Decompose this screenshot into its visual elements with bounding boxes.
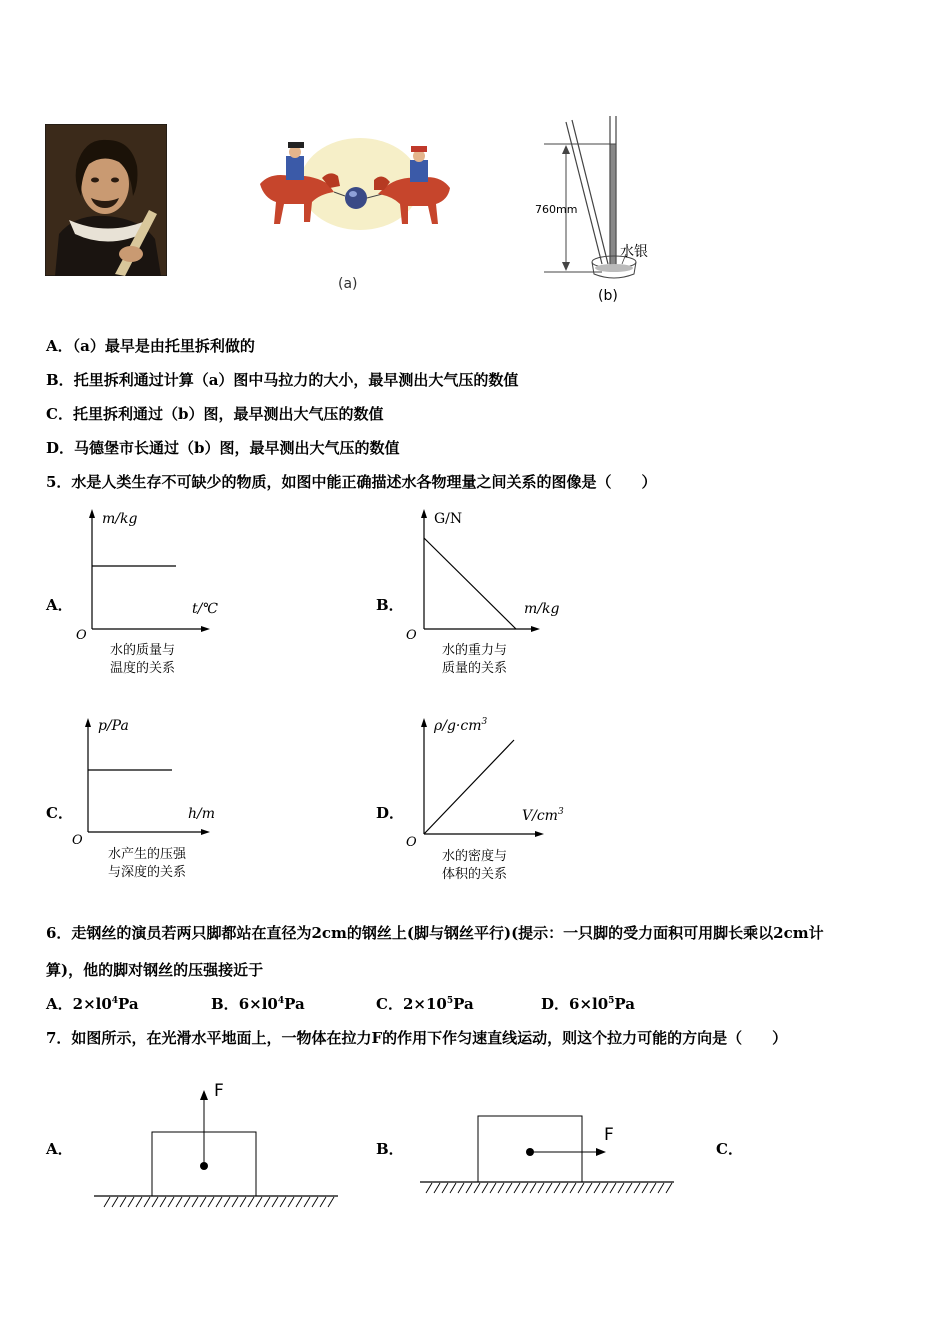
y-axis-label: m/kg	[102, 511, 138, 527]
q6-option-a: A．$2\times l0^4Pa$	[46, 995, 139, 1013]
figure-b-caption: (b)	[598, 288, 618, 304]
q4-option-d: D．马德堡市长通过（b）图，最早测出大气压的数值	[46, 439, 400, 457]
graph-line	[424, 538, 516, 629]
graph-caption-1: 水产生的压强	[108, 847, 187, 862]
q7-option-b-label: B．	[376, 1140, 404, 1158]
x-axis-label: t/℃	[192, 601, 219, 617]
q5-stem: 5．水是人类生存不可缺少的物质，如图中能正确描述水各物理量之间关系的图像是（ ）	[46, 473, 657, 491]
magdeburg-hemispheres-figure	[250, 132, 460, 242]
q6-stem-line2: 算)，他的脚对钢丝的压强接近于	[46, 961, 264, 979]
q4-option-a: A．（a）最早是由托里拆利做的	[46, 337, 255, 355]
origin-label: O	[406, 628, 417, 643]
origin-label: O	[72, 833, 83, 848]
figure-a-caption: (a)	[338, 276, 358, 292]
q4-option-c: C．托里拆利通过（b）图，最早测出大气压的数值	[46, 405, 384, 423]
q5-option-c-label: C．	[46, 804, 73, 822]
q7-option-a-label: A．	[46, 1140, 73, 1158]
graph-caption-2: 体积的关系	[442, 867, 508, 882]
y-axis-label: $\rho/g\cdot cm^3$	[434, 717, 488, 734]
mercury-label: 水银	[620, 244, 648, 260]
q6-option-d: D．$6\times l0^5Pa$	[541, 995, 636, 1013]
q5-option-a-label: A．	[46, 596, 73, 614]
x-axis-label: m/kg	[524, 601, 560, 617]
height-label: 760mm	[535, 203, 578, 216]
origin-label: O	[406, 835, 417, 850]
graph-caption-2: 质量的关系	[442, 661, 508, 676]
q5-graph-a	[70, 505, 230, 680]
q7-stem: 7．如图所示，在光滑水平地面上，一物体在拉力F的作用下作匀速直线运动，则这个拉力可能的方向是（ ）	[46, 1029, 788, 1047]
graph-caption-1: 水的密度与	[442, 849, 508, 864]
y-axis-label: G/N	[434, 511, 463, 527]
q6-option-b: B．$6\times l0^4Pa$	[211, 995, 305, 1013]
q5-graph-c	[66, 712, 236, 887]
q5-option-d-label: D．	[376, 804, 405, 822]
q6-option-c: C．$2\times 10^5Pa$	[376, 995, 474, 1013]
x-axis-label: h/m	[188, 806, 216, 822]
q4-option-b: B．托里拆利通过计算（a）图中马拉力的大小，最早测出大气压的数值	[46, 371, 519, 389]
q6-stem-line1: 6．走钢丝的演员若两只脚都站在直径为2cm的钢丝上(脚与钢丝平行)(提示：一只脚的受力面积可用脚长乘以2cm计	[46, 924, 824, 942]
origin-label: O	[76, 628, 87, 643]
force-label: F	[604, 1125, 614, 1145]
graph-line	[424, 740, 514, 834]
force-label: F	[214, 1081, 224, 1101]
q7-figure-b	[418, 1100, 688, 1210]
q5-option-b-label: B．	[376, 596, 404, 614]
q7-option-c-label: C．	[716, 1140, 743, 1158]
graph-caption-2: 与深度的关系	[108, 865, 187, 880]
x-axis-label: $V/cm^3$	[522, 807, 564, 824]
torricelli-portrait	[45, 124, 167, 276]
graph-caption-1: 水的质量与	[110, 643, 176, 658]
y-axis-label: p/Pa	[98, 718, 129, 734]
graph-caption-2: 温度的关系	[110, 661, 176, 676]
q5-graph-b	[402, 505, 572, 680]
graph-caption-1: 水的重力与	[442, 643, 508, 658]
q7-figure-a	[90, 1074, 350, 1224]
q5-graph-d	[402, 712, 582, 887]
